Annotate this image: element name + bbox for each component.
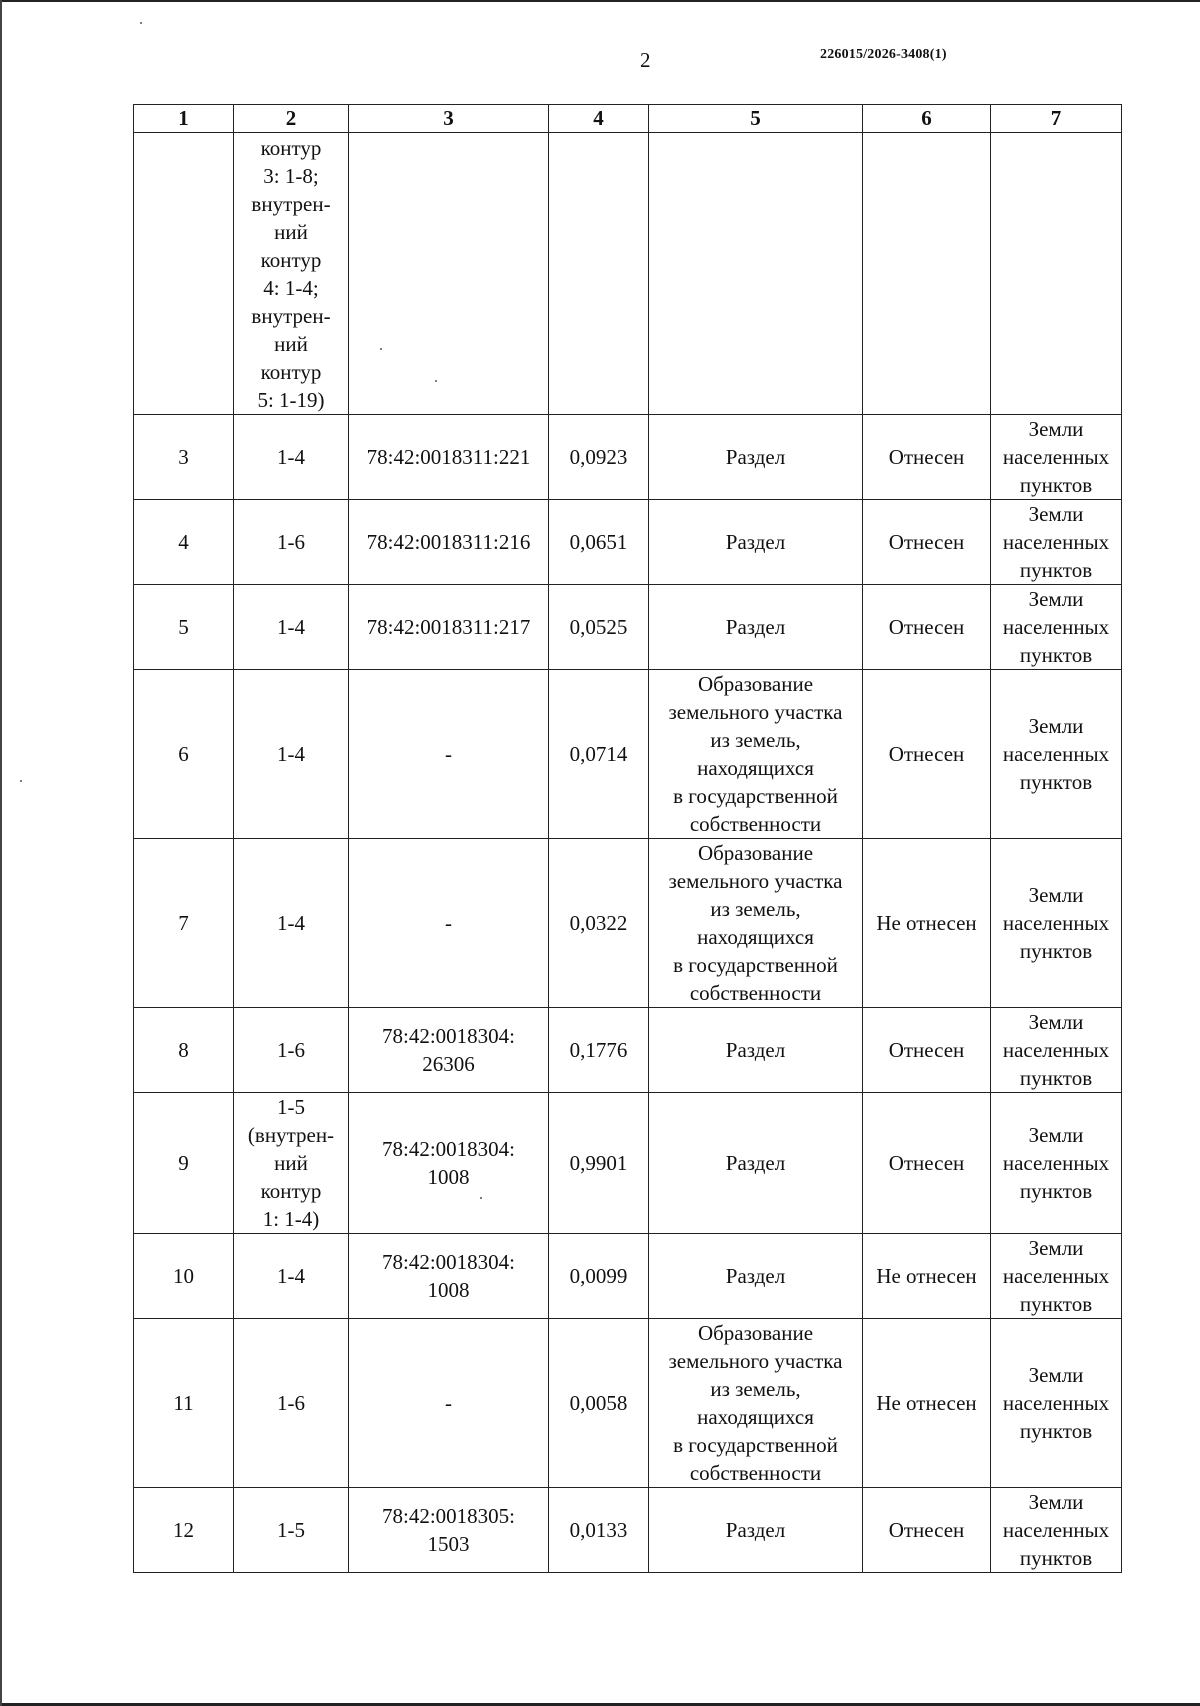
cell-line: пунктов	[1019, 1546, 1093, 1570]
cell-land-category	[991, 585, 1122, 670]
cell-line: пунктов	[1019, 1179, 1093, 1203]
cell-land-category	[991, 500, 1122, 585]
cell-area: 0,0133	[549, 1488, 649, 1573]
cell-points	[234, 500, 349, 585]
table-row	[134, 1234, 1122, 1319]
cell-empty	[134, 133, 234, 415]
cell-area: 0,0525	[549, 585, 649, 670]
cell-line: 78:42:0018305:	[381, 1504, 515, 1528]
cell-line: из земель,	[710, 897, 801, 921]
cell-line: 1-6	[277, 530, 305, 554]
cell-line: -	[445, 911, 452, 935]
cell-cadastral-number	[349, 415, 549, 500]
cell-status: Не отнесен	[863, 839, 991, 1008]
cell-line: Земли	[1028, 1363, 1084, 1387]
cell-line: населенных	[1002, 530, 1110, 554]
cell-line: 1-4	[277, 615, 305, 639]
scan-speck	[140, 22, 142, 24]
cell-line: пунктов	[1019, 1419, 1093, 1443]
cell-line: Образование	[697, 1321, 814, 1345]
cell-line: 78:42:0018304:	[381, 1250, 515, 1274]
cell-land-category	[991, 1234, 1122, 1319]
cell-formation-method	[649, 839, 863, 1008]
cell-land-category	[991, 1008, 1122, 1093]
cell-area: 0,0099	[549, 1234, 649, 1319]
cell-line: 78:42:0018311:216	[366, 530, 531, 554]
cell-row-number: 5	[134, 585, 234, 670]
cell-line: Земли	[1028, 587, 1084, 611]
table-header-row	[134, 105, 1122, 133]
cell-line: 78:42:0018304:	[381, 1137, 515, 1161]
cell-land-category	[991, 1488, 1122, 1573]
cell-line: 4: 1-4;	[263, 275, 319, 300]
cell-line: пунктов	[1019, 558, 1093, 582]
cell-formation-method	[649, 1008, 863, 1093]
cell-points	[234, 1008, 349, 1093]
cell-status: Отнесен	[863, 415, 991, 500]
cell-line: Земли	[1028, 417, 1084, 441]
cell-line: Образование	[697, 672, 814, 696]
cell-points	[234, 1093, 349, 1234]
cell-cadastral-number	[349, 839, 549, 1008]
cell-cadastral-number	[349, 1488, 549, 1573]
cell-line: 78:42:0018311:221	[366, 445, 531, 469]
cell-line: из земель,	[710, 1377, 801, 1401]
cell-line: пунктов	[1019, 473, 1093, 497]
cell-line: контур	[260, 135, 322, 160]
cell-cadastral-number	[349, 1093, 549, 1234]
cell-line: 1-6	[277, 1391, 305, 1415]
cell-line: 5: 1-19)	[257, 387, 325, 412]
cell-line: Раздел	[725, 615, 786, 639]
cell-line: Раздел	[725, 1151, 786, 1175]
cell-points-continuation	[234, 133, 349, 415]
cell-formation-method	[649, 1234, 863, 1319]
cell-line: в государственной	[673, 953, 838, 977]
cell-formation-method	[649, 670, 863, 839]
scan-border-top	[0, 0, 1200, 2]
cell-status: Не отнесен	[863, 1319, 991, 1488]
cell-line: 1-4	[277, 445, 305, 469]
cell-empty	[349, 133, 549, 415]
cell-line: Земли	[1028, 1490, 1084, 1514]
cell-area: 0,0714	[549, 670, 649, 839]
column-header-6: 6	[863, 105, 991, 133]
cell-line: внутрен-	[251, 303, 331, 328]
cell-land-category	[991, 670, 1122, 839]
cell-line: населенных	[1002, 911, 1110, 935]
cell-cadastral-number	[349, 1008, 549, 1093]
cell-line: собственности	[689, 1461, 822, 1485]
cell-area: 0,9901	[549, 1093, 649, 1234]
cell-line: 3: 1-8;	[263, 163, 319, 188]
cell-empty	[549, 133, 649, 415]
cell-row-number: 6	[134, 670, 234, 839]
cell-formation-method	[649, 415, 863, 500]
cell-line: земельного участка	[668, 1349, 843, 1373]
cell-area: 0,0923	[549, 415, 649, 500]
cell-formation-method	[649, 500, 863, 585]
cell-line: собственности	[689, 981, 822, 1005]
cell-status: Отнесен	[863, 1488, 991, 1573]
column-header-5: 5	[649, 105, 863, 133]
cell-land-category	[991, 1319, 1122, 1488]
cell-line: пунктов	[1019, 770, 1093, 794]
cell-line: Земли	[1028, 1010, 1084, 1034]
cell-cadastral-number	[349, 1319, 549, 1488]
cell-status: Отнесен	[863, 500, 991, 585]
cell-line: контур	[260, 1179, 322, 1203]
scan-speck	[20, 780, 22, 782]
table-body	[134, 133, 1122, 1573]
cell-line: внутрен-	[251, 191, 331, 216]
cell-line: собственности	[689, 812, 822, 836]
cell-area: 0,0651	[549, 500, 649, 585]
page-number: 2	[640, 48, 651, 72]
cell-points	[234, 1319, 349, 1488]
column-header-4: 4	[549, 105, 649, 133]
table-row	[134, 1093, 1122, 1234]
cell-line: Земли	[1028, 883, 1084, 907]
cell-line: (внутрен-	[247, 1123, 335, 1147]
cell-line: населенных	[1002, 1264, 1110, 1288]
cell-points	[234, 415, 349, 500]
cell-row-number: 9	[134, 1093, 234, 1234]
cell-empty	[991, 133, 1122, 415]
cell-land-category	[991, 839, 1122, 1008]
cell-line: Земли	[1028, 714, 1084, 738]
document-code: 226015/2026-3408(1)	[820, 47, 947, 62]
cell-line: Земли	[1028, 502, 1084, 526]
cell-line: 1-4	[277, 911, 305, 935]
cell-line: населенных	[1002, 1151, 1110, 1175]
cell-formation-method	[649, 1488, 863, 1573]
cell-line: в государственной	[673, 784, 838, 808]
cell-line: Земли	[1028, 1236, 1084, 1260]
cell-line: населенных	[1002, 1038, 1110, 1062]
cell-line: Раздел	[725, 1264, 786, 1288]
cell-line: контур	[260, 247, 322, 272]
column-header-7: 7	[991, 105, 1122, 133]
cell-line: Земли	[1028, 1123, 1084, 1147]
cell-status: Отнесен	[863, 585, 991, 670]
cell-line: пунктов	[1019, 643, 1093, 667]
cell-line: ний	[274, 219, 308, 244]
cell-line: находящихся	[697, 1405, 814, 1429]
cell-line: 26306	[422, 1052, 475, 1076]
table-row	[134, 1008, 1122, 1093]
cell-line: контур	[260, 359, 322, 384]
cell-line: земельного участка	[668, 869, 843, 893]
cell-empty	[863, 133, 991, 415]
scan-border-left	[0, 0, 2, 1706]
cell-land-category	[991, 1093, 1122, 1234]
cell-points	[234, 1234, 349, 1319]
cell-line: 78:42:0018311:217	[366, 615, 531, 639]
cell-status: Отнесен	[863, 670, 991, 839]
table-row	[134, 839, 1122, 1008]
cell-line: 1: 1-4)	[262, 1207, 320, 1231]
cell-line: из земель,	[710, 728, 801, 752]
cell-area: 0,1776	[549, 1008, 649, 1093]
cell-formation-method	[649, 585, 863, 670]
cell-cadastral-number	[349, 500, 549, 585]
cell-line: 1-6	[277, 1038, 305, 1062]
cell-cadastral-number	[349, 670, 549, 839]
cell-cadastral-number	[349, 1234, 549, 1319]
column-header-3: 3	[349, 105, 549, 133]
table-row	[134, 415, 1122, 500]
cell-line: находящихся	[697, 925, 814, 949]
cell-land-category	[991, 415, 1122, 500]
cell-line: населенных	[1002, 1391, 1110, 1415]
table-row	[134, 670, 1122, 839]
cell-line: Образование	[697, 841, 814, 865]
cell-line: ний	[274, 1151, 308, 1175]
table-row	[134, 585, 1122, 670]
table-row	[134, 500, 1122, 585]
cell-line: ний	[274, 331, 308, 356]
cell-points	[234, 585, 349, 670]
cell-status: Отнесен	[863, 1093, 991, 1234]
land-plots-table	[133, 104, 1122, 1573]
cell-line: пунктов	[1019, 1066, 1093, 1090]
cell-line: 1-5	[277, 1518, 305, 1542]
cell-line: населенных	[1002, 1518, 1110, 1542]
cell-line: Раздел	[725, 530, 786, 554]
cell-line: в государственной	[673, 1433, 838, 1457]
cell-status: Отнесен	[863, 1008, 991, 1093]
cell-row-number: 3	[134, 415, 234, 500]
cell-line: пунктов	[1019, 1292, 1093, 1316]
cell-cadastral-number	[349, 585, 549, 670]
cell-line: -	[445, 742, 452, 766]
cell-row-number: 11	[134, 1319, 234, 1488]
cell-line: Раздел	[725, 445, 786, 469]
cell-row-number: 10	[134, 1234, 234, 1319]
table-row	[134, 1319, 1122, 1488]
cell-points	[234, 839, 349, 1008]
cell-area: 0,0058	[549, 1319, 649, 1488]
column-header-1: 1	[134, 105, 234, 133]
cell-line: населенных	[1002, 742, 1110, 766]
cell-points	[234, 1488, 349, 1573]
cell-line: 1503	[427, 1532, 470, 1556]
cell-formation-method	[649, 1093, 863, 1234]
cell-line: 78:42:0018304:	[381, 1024, 515, 1048]
cell-formation-method	[649, 1319, 863, 1488]
cell-line: 1008	[427, 1278, 470, 1302]
cell-line: 1008	[427, 1165, 470, 1189]
cell-status: Не отнесен	[863, 1234, 991, 1319]
table-row-continuation	[134, 133, 1122, 415]
cell-row-number: 12	[134, 1488, 234, 1573]
cell-line: земельного участка	[668, 700, 843, 724]
cell-line: Раздел	[725, 1518, 786, 1542]
cell-empty	[649, 133, 863, 415]
cell-line: 1-4	[277, 742, 305, 766]
cell-line: -	[445, 1391, 452, 1415]
table-row	[134, 1488, 1122, 1573]
cell-line: 1-5	[277, 1095, 305, 1119]
cell-row-number: 7	[134, 839, 234, 1008]
cell-row-number: 8	[134, 1008, 234, 1093]
cell-line: населенных	[1002, 445, 1110, 469]
column-header-2: 2	[234, 105, 349, 133]
cell-points	[234, 670, 349, 839]
cell-line: 1-4	[277, 1264, 305, 1288]
cell-line: населенных	[1002, 615, 1110, 639]
cell-line: Раздел	[725, 1038, 786, 1062]
cell-area: 0,0322	[549, 839, 649, 1008]
cell-row-number: 4	[134, 500, 234, 585]
cell-line: пунктов	[1019, 939, 1093, 963]
cell-line: находящихся	[697, 756, 814, 780]
